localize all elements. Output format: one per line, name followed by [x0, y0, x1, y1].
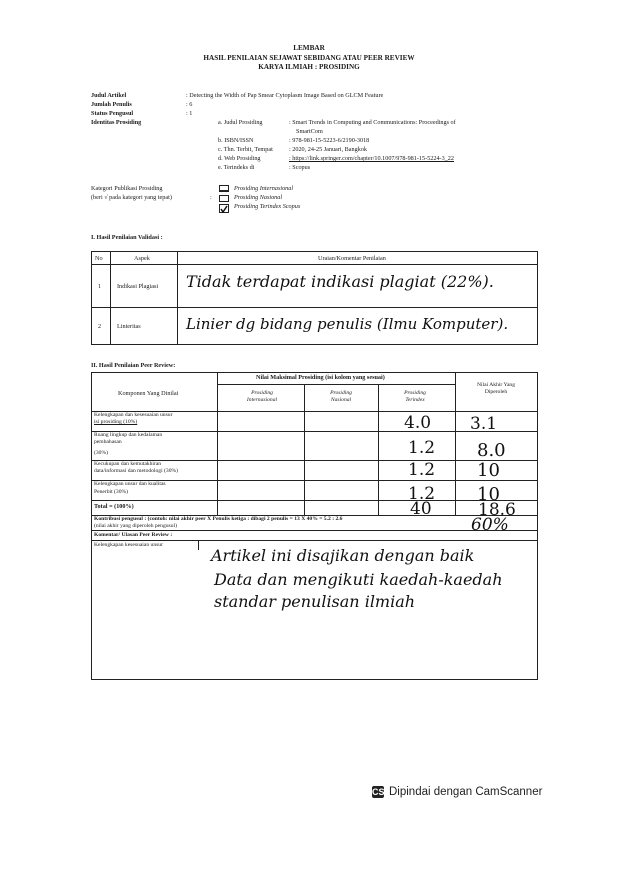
pr-row-label: Ruang lingkup dan kedalaman [94, 432, 163, 438]
camscanner-logo-icon: CS [372, 787, 385, 797]
identitas-item-label: c. Thn. Terbit, Tempat [218, 146, 273, 153]
pr-row-score: 8.0 [477, 440, 506, 461]
judul-label: Judul Artikel [91, 92, 127, 99]
identitas-item-label: b. ISBN/ISSN [218, 137, 254, 144]
pr-header-nilai-maks: Nilai Maksimal Prosiding (isi kolom yang sesuai) [256, 374, 385, 381]
identitas-item-value: : Smart Trends in Computing and Communications: Proceedings of [289, 119, 456, 126]
identitas-item-value: : Scopus [289, 164, 311, 171]
pr-row-label: pembahasan [94, 439, 122, 445]
pr-row-score: 3.1 [470, 414, 498, 434]
status-value: : 1 [186, 110, 193, 117]
komentar-line: Data dan mengikuti kaedah-kaedah [214, 570, 503, 589]
camscanner-text: Dipindai dengan CamScanner [389, 786, 543, 798]
checkbox-nasional[interactable] [219, 195, 229, 202]
pr-header-nasional: Prosiding Nasional [330, 390, 352, 403]
pr-row-label: Penerbit (30%) [94, 489, 129, 495]
checkbox-terindex-scopus[interactable] [219, 204, 229, 213]
komentar-line: Artikel ini disajikan dengan baik [211, 546, 475, 565]
identitas-item-value: SmartCom [296, 128, 323, 135]
section2-title: II. Hasil Penilaian Peer Review: [91, 362, 176, 369]
identitas-item-label: a. Judul Prosiding [218, 119, 263, 126]
pr-row-label: Kelengkapan unsur dan kualitas [94, 481, 166, 487]
jumlah-value: : 6 [186, 101, 193, 108]
validasi-row-comment: Linier dg bidang penulis (Ilmu Komputer). [186, 315, 509, 333]
kategori-instruction: (beri √ pada kategori yang tepat) [91, 194, 172, 201]
pr-row-label: (30%) [94, 450, 108, 456]
pr-kontribusi-line2: (nilai akhir yang diperoleh pengusul) [94, 523, 177, 529]
web-prosiding-link[interactable]: : https://link.springer.com/chapter/10.1007/978-981-15-5224-3_22 [289, 155, 454, 162]
status-label: Status Pengusul [91, 110, 134, 117]
header-line-3: KARYA ILMIAH : PROSIDING [258, 63, 360, 71]
kategori-colon: : [210, 194, 212, 201]
option-nasional: Prosiding Nasional [234, 194, 283, 201]
identitas-item-label: e. Terindeks di [218, 164, 255, 171]
pr-row-max: 1.2 [408, 484, 436, 504]
header-line-2: HASIL PENILAIAN SEJAWAT SEBIDANG ATAU PEER REVIEW [203, 54, 415, 62]
validasi-header-uraian: Uraian/Komentar Penilaian [318, 255, 386, 262]
pr-row-score: 10 [477, 484, 500, 505]
pr-header-komponen: Komponen Yang Dinilai [118, 390, 179, 397]
pr-row-max: 1.2 [408, 438, 436, 458]
pr-row-label: data/informasi dan metodologi (30%) [94, 468, 179, 474]
komentar-label: Kelengkapan kesesuaian unsur [94, 542, 163, 548]
pr-total-score: 18.6 [478, 500, 516, 520]
identitas-item-label: d. Web Prosiding [218, 155, 261, 162]
checkbox-internasional[interactable] [219, 185, 229, 192]
pr-kontribusi-score: 60% [471, 515, 509, 535]
validasi-header-no: No [95, 255, 103, 262]
validasi-row-aspek: Linieritas [117, 323, 141, 330]
camscanner-watermark [372, 786, 542, 798]
validasi-row-no: 1 [98, 283, 102, 290]
pr-header-akhir: Nilai Akhir Yang Diperoleh [476, 382, 516, 395]
pr-row-max: 1.2 [408, 460, 436, 480]
validasi-row-comment: Tidak terdapat indikasi plagiat (22%). [186, 272, 494, 291]
pr-row-label: isi prosiding (10%) [94, 419, 138, 425]
validasi-row-aspek: Indikasi Plagiasi [117, 283, 159, 290]
pr-row-max: 4.0 [404, 413, 432, 433]
komentar-title: Komentar/ Ulasan Peer Review : [94, 532, 173, 538]
pr-row-label: Kecukupan dan kemutakhiran [94, 461, 162, 467]
validasi-header-aspek: Aspek [134, 255, 150, 262]
pr-row-label: Kelengkapan dan kesesuaian unsur [94, 412, 173, 418]
pr-row-score: 10 [477, 460, 500, 481]
pr-total-label: Total = (100%) [94, 503, 134, 510]
jumlah-label: Jumlah Penulis [91, 101, 132, 108]
identitas-item-value: : 978-981-15-5223-6/2190-3018 [289, 137, 370, 144]
checkmark-icon [220, 205, 228, 213]
judul-value: : Detecting the Width of Pap Smear Cytoplasm Image Based on GLCM Feature [186, 92, 384, 99]
pr-header-internasional: Prosiding Internasional [246, 390, 278, 403]
pr-total-max: 40 [410, 499, 432, 519]
komentar-line: standar penulisan ilmiah [214, 592, 416, 611]
section1-title: I. Hasil Penilaian Validasi : [91, 234, 163, 241]
option-terindex-scopus: Prosiding Terindex Scopus [234, 203, 301, 210]
pr-header-terindex: Prosiding Terindex [404, 390, 426, 403]
kategori-label: Kategori Publikasi Prosiding [91, 185, 163, 192]
option-internasional: Prosiding Internasional [234, 185, 294, 192]
identitas-item-value: : 2020, 24-25 Januari, Bangkok [289, 146, 368, 153]
validasi-row-no: 2 [98, 323, 102, 330]
header-line-1: LEMBAR [293, 44, 325, 52]
identitas-label: Identitas Prosiding [91, 119, 142, 126]
pr-kontribusi-line1: Kontribusi pengusul : (contoh: nilai akhir peer X Penulis ketiga : dibagi 2 penulis = 13 X 40% = 5.2 : 2.6 [94, 516, 343, 522]
